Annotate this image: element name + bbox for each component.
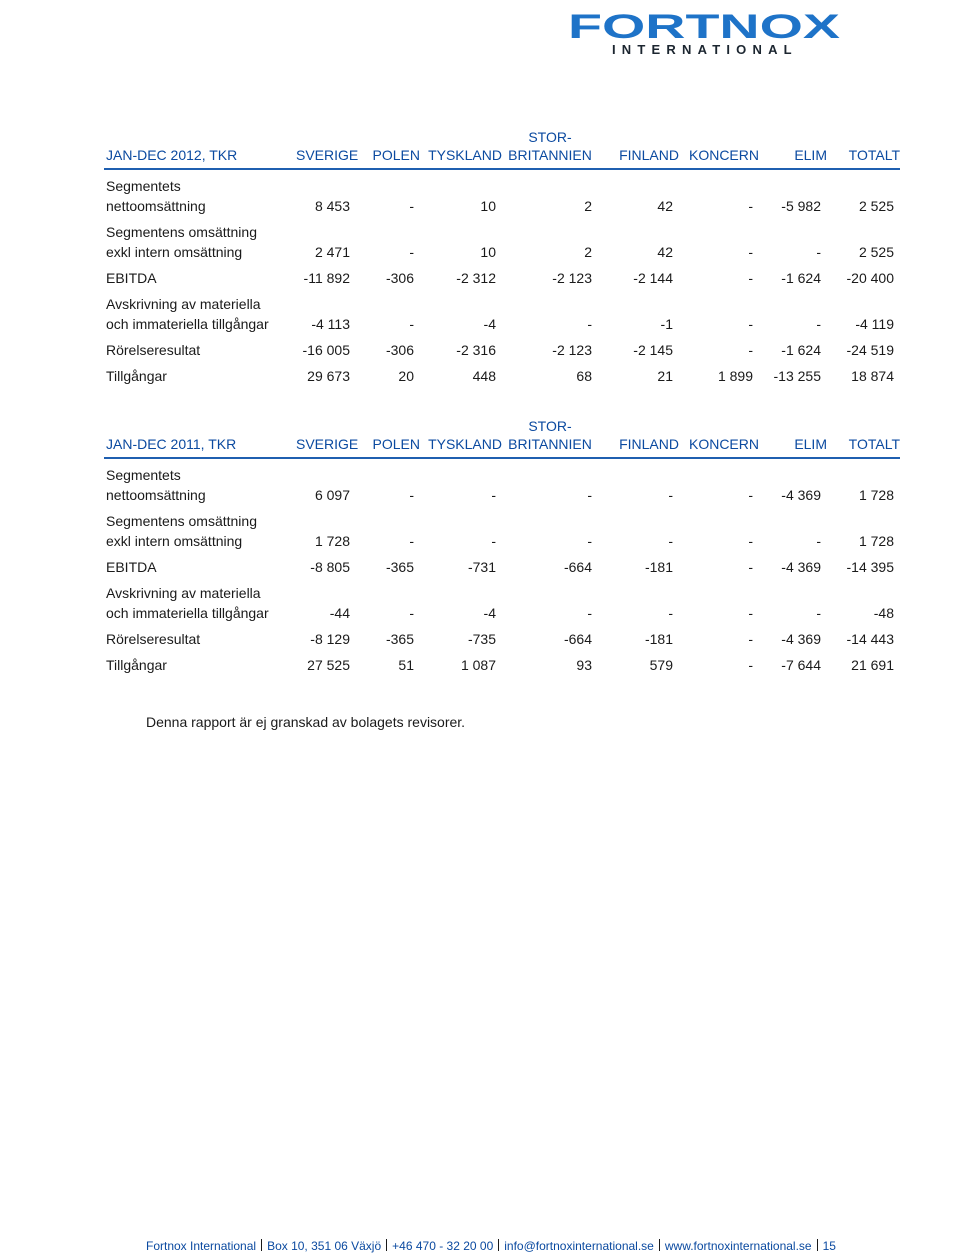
cell-value: 68 [576, 368, 592, 384]
row-label: Tillgångar [106, 368, 167, 384]
cell-value: -13 255 [773, 368, 821, 384]
cell-value: -181 [644, 559, 673, 575]
cell-value: 51 [398, 657, 414, 673]
col-header-stor: STOR- [528, 418, 572, 434]
cell-value: -4 369 [781, 487, 821, 503]
col-header-finland: FINLAND [598, 417, 679, 458]
col-header-totalt: TOTALT [827, 417, 900, 458]
cell-value: - [748, 342, 753, 358]
cell-value: -4 369 [781, 631, 821, 647]
footer-divider [817, 1239, 818, 1251]
cell-value: - [409, 605, 414, 621]
cell-value: - [587, 605, 592, 621]
row-label-line1: Segmentets [106, 178, 181, 194]
table-row [104, 649, 900, 675]
cell-value: - [409, 487, 414, 503]
row-label: Rörelseresultat [106, 342, 201, 358]
footer-divider [386, 1239, 387, 1251]
cell-value: -2 312 [456, 270, 496, 286]
cell-value: - [668, 487, 673, 503]
audit-note: Denna rapport är ej granskad av bolagets revisorer. [146, 714, 466, 730]
cell-value: 8 453 [314, 198, 350, 214]
cell-value: - [748, 657, 753, 673]
row-label-line1: Avskrivning av materiella [106, 585, 261, 601]
row-label-line1: Segmentens omsättning [106, 513, 257, 529]
cell-value: 42 [657, 244, 673, 260]
cell-value: -8 129 [310, 631, 350, 647]
footer-address: Box 10, 351 06 Växjö [267, 1239, 382, 1253]
table-row [104, 262, 900, 288]
row-label: EBITDA [106, 270, 157, 286]
cell-value: - [816, 533, 821, 549]
cell-value: - [816, 605, 821, 621]
footer-divider [498, 1239, 499, 1251]
footer-phone: +46 470 - 32 20 00 [392, 1239, 494, 1253]
cell-value: - [748, 487, 753, 503]
table-row [104, 577, 900, 623]
cell-value: - [748, 533, 753, 549]
cell-value: 2 [584, 244, 592, 260]
cell-value: -664 [563, 559, 592, 575]
row-label [104, 216, 296, 262]
cell-value: 27 525 [307, 657, 350, 673]
col-header-elim: ELIM [759, 128, 827, 169]
row-label-line1: Avskrivning av materiella [106, 296, 261, 312]
row-label: Rörelseresultat [106, 631, 201, 647]
cell-value: - [491, 533, 496, 549]
cell-value: - [409, 533, 414, 549]
col-header-tyskland: TYSKLAND [420, 417, 502, 458]
table-title: JAN-DEC 2011, TKR [104, 417, 296, 458]
cell-value: - [409, 198, 414, 214]
cell-value: -8 805 [310, 559, 350, 575]
table-row [104, 551, 900, 577]
cell-value: -14 395 [846, 559, 894, 575]
row-label-line2: och immateriella tillgångar [106, 316, 269, 332]
cell-value: -7 644 [781, 657, 821, 673]
row-label-line2: exkl intern omsättning [106, 244, 243, 260]
cell-value: - [668, 533, 673, 549]
cell-value: - [748, 605, 753, 621]
row-label [104, 458, 296, 505]
cell-value: - [748, 559, 753, 575]
cell-value: -48 [873, 605, 894, 621]
cell-value: -664 [563, 631, 592, 647]
cell-value: 6 097 [314, 487, 350, 503]
cell-value: 1 728 [314, 533, 350, 549]
col-header-storbritannien [502, 417, 598, 458]
table-header-row [104, 417, 900, 458]
col-header-koncern: KONCERN [679, 128, 759, 169]
cell-value: -20 400 [846, 270, 894, 286]
cell-value: - [587, 487, 592, 503]
cell-value: 10 [480, 198, 496, 214]
cell-value: -4 [483, 316, 496, 332]
cell-value: 18 874 [851, 368, 894, 384]
table-row [104, 458, 900, 505]
cell-value: -1 624 [781, 342, 821, 358]
row-label-line2: och immateriella tillgångar [106, 605, 269, 621]
cell-value: -731 [467, 559, 496, 575]
col-header-storbritannien [502, 128, 598, 169]
cell-value: - [816, 244, 821, 260]
row-label-line2: nettoomsättning [106, 198, 206, 214]
col-header-finland: FINLAND [598, 128, 679, 169]
cell-value: - [587, 316, 592, 332]
footer-divider [261, 1239, 262, 1251]
fortnox-wordmark [568, 10, 843, 44]
cell-value: - [816, 316, 821, 332]
cell-value: 1 899 [717, 368, 753, 384]
cell-value: - [748, 316, 753, 332]
table-row [104, 505, 900, 551]
cell-value: -2 316 [456, 342, 496, 358]
row-label-line1: Segmentets [106, 467, 181, 483]
cell-value: - [748, 198, 753, 214]
page-footer [146, 1239, 836, 1253]
row-label-line2: exkl intern omsättning [106, 533, 243, 549]
col-header-polen: POLEN [356, 128, 420, 169]
cell-value: -306 [385, 342, 414, 358]
cell-value: -1 [660, 316, 673, 332]
cell-value: 1 728 [858, 533, 894, 549]
cell-value: - [748, 631, 753, 647]
table-row [104, 623, 900, 649]
row-label [104, 169, 296, 216]
cell-value: -2 123 [552, 270, 592, 286]
cell-value: - [748, 270, 753, 286]
cell-value: -5 982 [781, 198, 821, 214]
cell-value: 1 728 [858, 487, 894, 503]
cell-value: -2 145 [633, 342, 673, 358]
cell-value: 42 [657, 198, 673, 214]
cell-value: 10 [480, 244, 496, 260]
table-row [104, 216, 900, 262]
cell-value: 20 [398, 368, 414, 384]
cell-value: -4 369 [781, 559, 821, 575]
logo-brand: FORTNOX [568, 10, 841, 44]
cell-value: -4 113 [311, 316, 350, 332]
cell-value: - [409, 316, 414, 332]
row-label-line1: Segmentens omsättning [106, 224, 257, 240]
table-row [104, 288, 900, 334]
cell-value: -2 123 [552, 342, 592, 358]
col-header-tyskland: TYSKLAND [420, 128, 502, 169]
cell-value: 21 691 [851, 657, 894, 673]
cell-value: 579 [649, 657, 673, 673]
col-header-totalt: TOTALT [827, 128, 900, 169]
cell-value: - [409, 244, 414, 260]
cell-value: -735 [467, 631, 496, 647]
cell-value: -365 [385, 631, 414, 647]
cell-value: -24 519 [846, 342, 894, 358]
col-header-sverige: SVERIGE [296, 417, 356, 458]
row-label: EBITDA [106, 559, 157, 575]
cell-value: -365 [385, 559, 414, 575]
footer-email-link[interactable]: info@fortnoxinternational.se [504, 1239, 654, 1253]
table-title: JAN-DEC 2012, TKR [104, 128, 296, 169]
logo-subtitle: INTERNATIONAL [612, 42, 798, 57]
col-header-polen: POLEN [356, 417, 420, 458]
cell-value: - [587, 533, 592, 549]
col-header-elim: ELIM [759, 417, 827, 458]
cell-value: 29 673 [307, 368, 350, 384]
footer-divider [659, 1239, 660, 1251]
row-label-line2: nettoomsättning [106, 487, 206, 503]
page-number: 15 [822, 1239, 836, 1253]
cell-value: -2 144 [633, 270, 673, 286]
cell-value: 2 525 [858, 198, 894, 214]
table-header-row [104, 128, 900, 169]
cell-value: -16 005 [302, 342, 350, 358]
cell-value: -306 [385, 270, 414, 286]
table-row [104, 334, 900, 360]
segment-table-2011 [104, 417, 900, 675]
col-header-britannien: BRITANNIEN [508, 147, 592, 163]
col-header-stor: STOR- [528, 129, 572, 145]
cell-value: 2 [584, 198, 592, 214]
cell-value: 21 [657, 368, 673, 384]
row-label: Tillgångar [106, 657, 167, 673]
row-label [104, 505, 296, 551]
col-header-britannien: BRITANNIEN [508, 436, 592, 452]
cell-value: 448 [472, 368, 496, 384]
cell-value: - [491, 487, 496, 503]
cell-value: -44 [329, 605, 350, 621]
cell-value: -14 443 [846, 631, 894, 647]
row-label [104, 288, 296, 334]
cell-value: -4 [483, 605, 496, 621]
table-row [104, 360, 900, 386]
fortnox-logo [568, 10, 843, 58]
cell-value: -181 [644, 631, 673, 647]
cell-value: 1 087 [460, 657, 496, 673]
footer-website-link[interactable]: www.fortnoxinternational.se [664, 1239, 812, 1253]
footer-company: Fortnox International [146, 1239, 257, 1253]
cell-value: -11 892 [303, 270, 350, 286]
cell-value: 93 [576, 657, 592, 673]
segment-table-2012 [104, 128, 900, 386]
col-header-sverige: SVERIGE [296, 128, 356, 169]
cell-value: -4 119 [855, 316, 894, 332]
cell-value: - [748, 244, 753, 260]
col-header-koncern: KONCERN [679, 417, 759, 458]
row-label [104, 577, 296, 623]
cell-value: - [668, 605, 673, 621]
table-row [104, 169, 900, 216]
cell-value: 2 525 [858, 244, 894, 260]
cell-value: -1 624 [781, 270, 821, 286]
cell-value: 2 471 [314, 244, 350, 260]
